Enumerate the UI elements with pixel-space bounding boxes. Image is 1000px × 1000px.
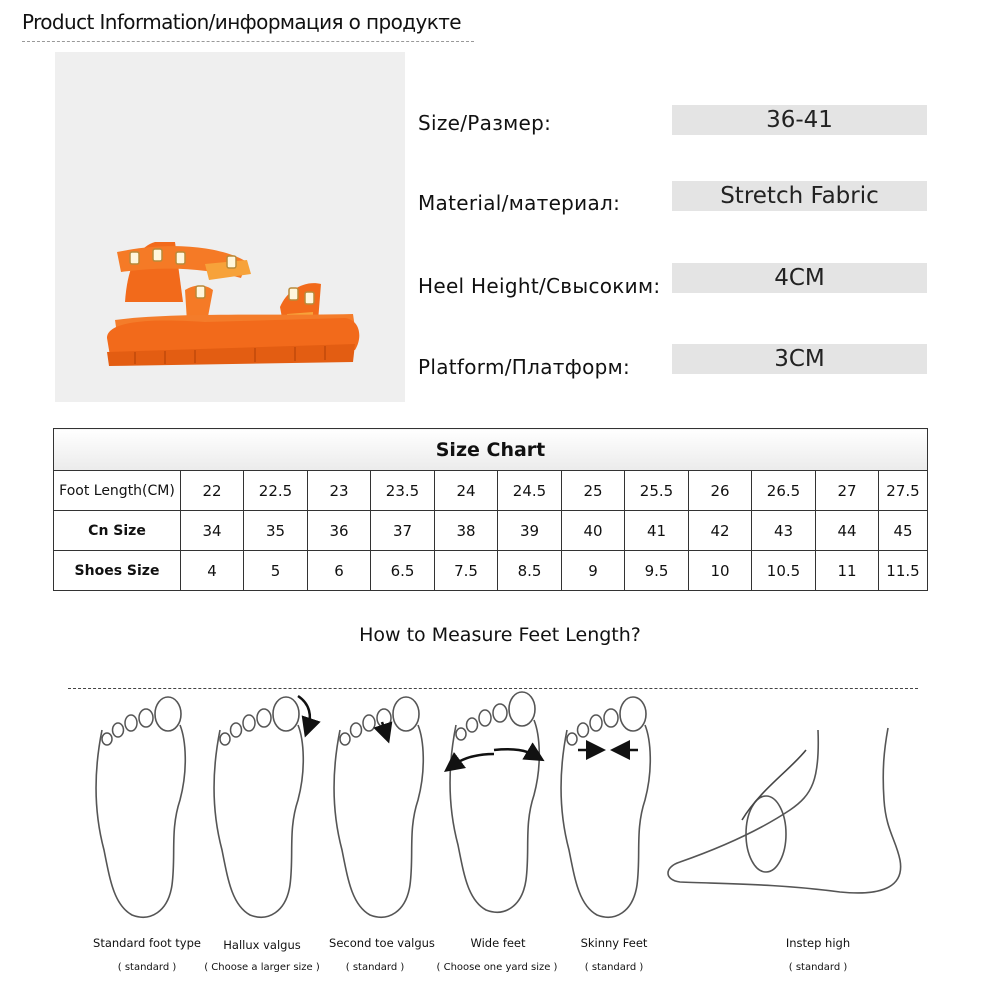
spec-value-heel-height: 4CM <box>672 263 927 293</box>
table-cell: 9 <box>562 551 625 591</box>
note-instep-high: ( standard ) <box>788 962 848 973</box>
table-cell: 22 <box>181 471 244 511</box>
section-title: Product Information/информация о продукте <box>22 10 461 34</box>
table-cell: 34 <box>181 511 244 551</box>
table-row-shoes-size <box>54 551 928 591</box>
table-row-foot-length <box>54 471 928 511</box>
spec-label-material: Material/материал: <box>418 191 621 215</box>
table-cell: 35 <box>244 511 308 551</box>
table-cell: 22.5 <box>244 471 308 511</box>
table-cell: 23.5 <box>371 471 435 511</box>
table-cell: 24.5 <box>498 471 562 511</box>
table-cell: 40 <box>562 511 625 551</box>
caption-wide-feet: Wide feet <box>470 936 526 950</box>
table-cell: 44 <box>816 511 879 551</box>
size-chart-header-row <box>54 429 928 471</box>
table-cell: 11.5 <box>879 551 928 591</box>
table-cell: 36 <box>308 511 371 551</box>
foot-second-toe-valgus-icon <box>334 697 423 917</box>
note-hallux-valgus: ( Choose a larger size ) <box>204 962 320 973</box>
table-cell: 25.5 <box>625 471 689 511</box>
spec-value-platform: 3CM <box>672 344 927 374</box>
table-cell: 24 <box>435 471 498 511</box>
table-cell: 7.5 <box>435 551 498 591</box>
caption-hallux-valgus: Hallux valgus <box>223 938 301 952</box>
caption-second-toe-valgus: Second toe valgus <box>329 936 435 950</box>
caption-skinny-feet: Skinny Feet <box>580 936 648 950</box>
size-chart-title: Size Chart <box>54 429 928 471</box>
foot-wide-icon <box>450 692 539 912</box>
caption-instep-high: Instep high <box>785 936 851 950</box>
table-cell: 26 <box>689 471 752 511</box>
table-cell: 23 <box>308 471 371 511</box>
note-standard-foot: ( standard ) <box>117 962 177 973</box>
foot-hallux-valgus-icon <box>214 696 310 917</box>
table-cell: 45 <box>879 511 928 551</box>
foot-types-illustration <box>0 670 1000 930</box>
table-cell: 38 <box>435 511 498 551</box>
table-cell: 6.5 <box>371 551 435 591</box>
table-cell: 43 <box>752 511 816 551</box>
foot-skinny-icon <box>561 697 650 917</box>
caption-standard-foot: Standard foot type <box>93 936 201 950</box>
note-second-toe-valgus: ( standard ) <box>345 962 405 973</box>
spec-label-size: Size/Размер: <box>418 111 552 135</box>
table-cell: 8.5 <box>498 551 562 591</box>
table-cell: 27 <box>816 471 879 511</box>
table-cell: 26.5 <box>752 471 816 511</box>
table-cell: 27.5 <box>879 471 928 511</box>
row-label: Cn Size <box>54 511 181 551</box>
spec-value-size: 36-41 <box>672 105 927 135</box>
spec-label-platform: Platform/Платформ: <box>418 355 631 379</box>
table-cell: 25 <box>562 471 625 511</box>
table-cell: 5 <box>244 551 308 591</box>
size-chart-table <box>53 428 928 591</box>
spec-label-heel-height: Heel Height/Свысоким: <box>418 274 661 298</box>
table-cell: 11 <box>816 551 879 591</box>
table-cell: 41 <box>625 511 689 551</box>
table-cell: 4 <box>181 551 244 591</box>
row-label: Shoes Size <box>54 551 181 591</box>
note-skinny-feet: ( standard ) <box>584 962 644 973</box>
spec-value-material: Stretch Fabric <box>672 181 927 211</box>
table-cell: 6 <box>308 551 371 591</box>
table-cell: 10.5 <box>752 551 816 591</box>
table-cell: 10 <box>689 551 752 591</box>
sandal-illustration <box>55 52 405 402</box>
row-label: Foot Length(CM) <box>54 471 181 511</box>
foot-instep-high-icon <box>668 728 901 893</box>
table-cell: 39 <box>498 511 562 551</box>
table-cell: 9.5 <box>625 551 689 591</box>
note-wide-feet: ( Choose one yard size ) <box>436 962 558 973</box>
table-cell: 42 <box>689 511 752 551</box>
measure-title: How to Measure Feet Length? <box>359 624 641 646</box>
title-underline <box>22 41 474 42</box>
foot-standard-icon <box>96 697 185 917</box>
table-row-cn-size <box>54 511 928 551</box>
product-photo <box>55 52 405 402</box>
table-cell: 37 <box>371 511 435 551</box>
